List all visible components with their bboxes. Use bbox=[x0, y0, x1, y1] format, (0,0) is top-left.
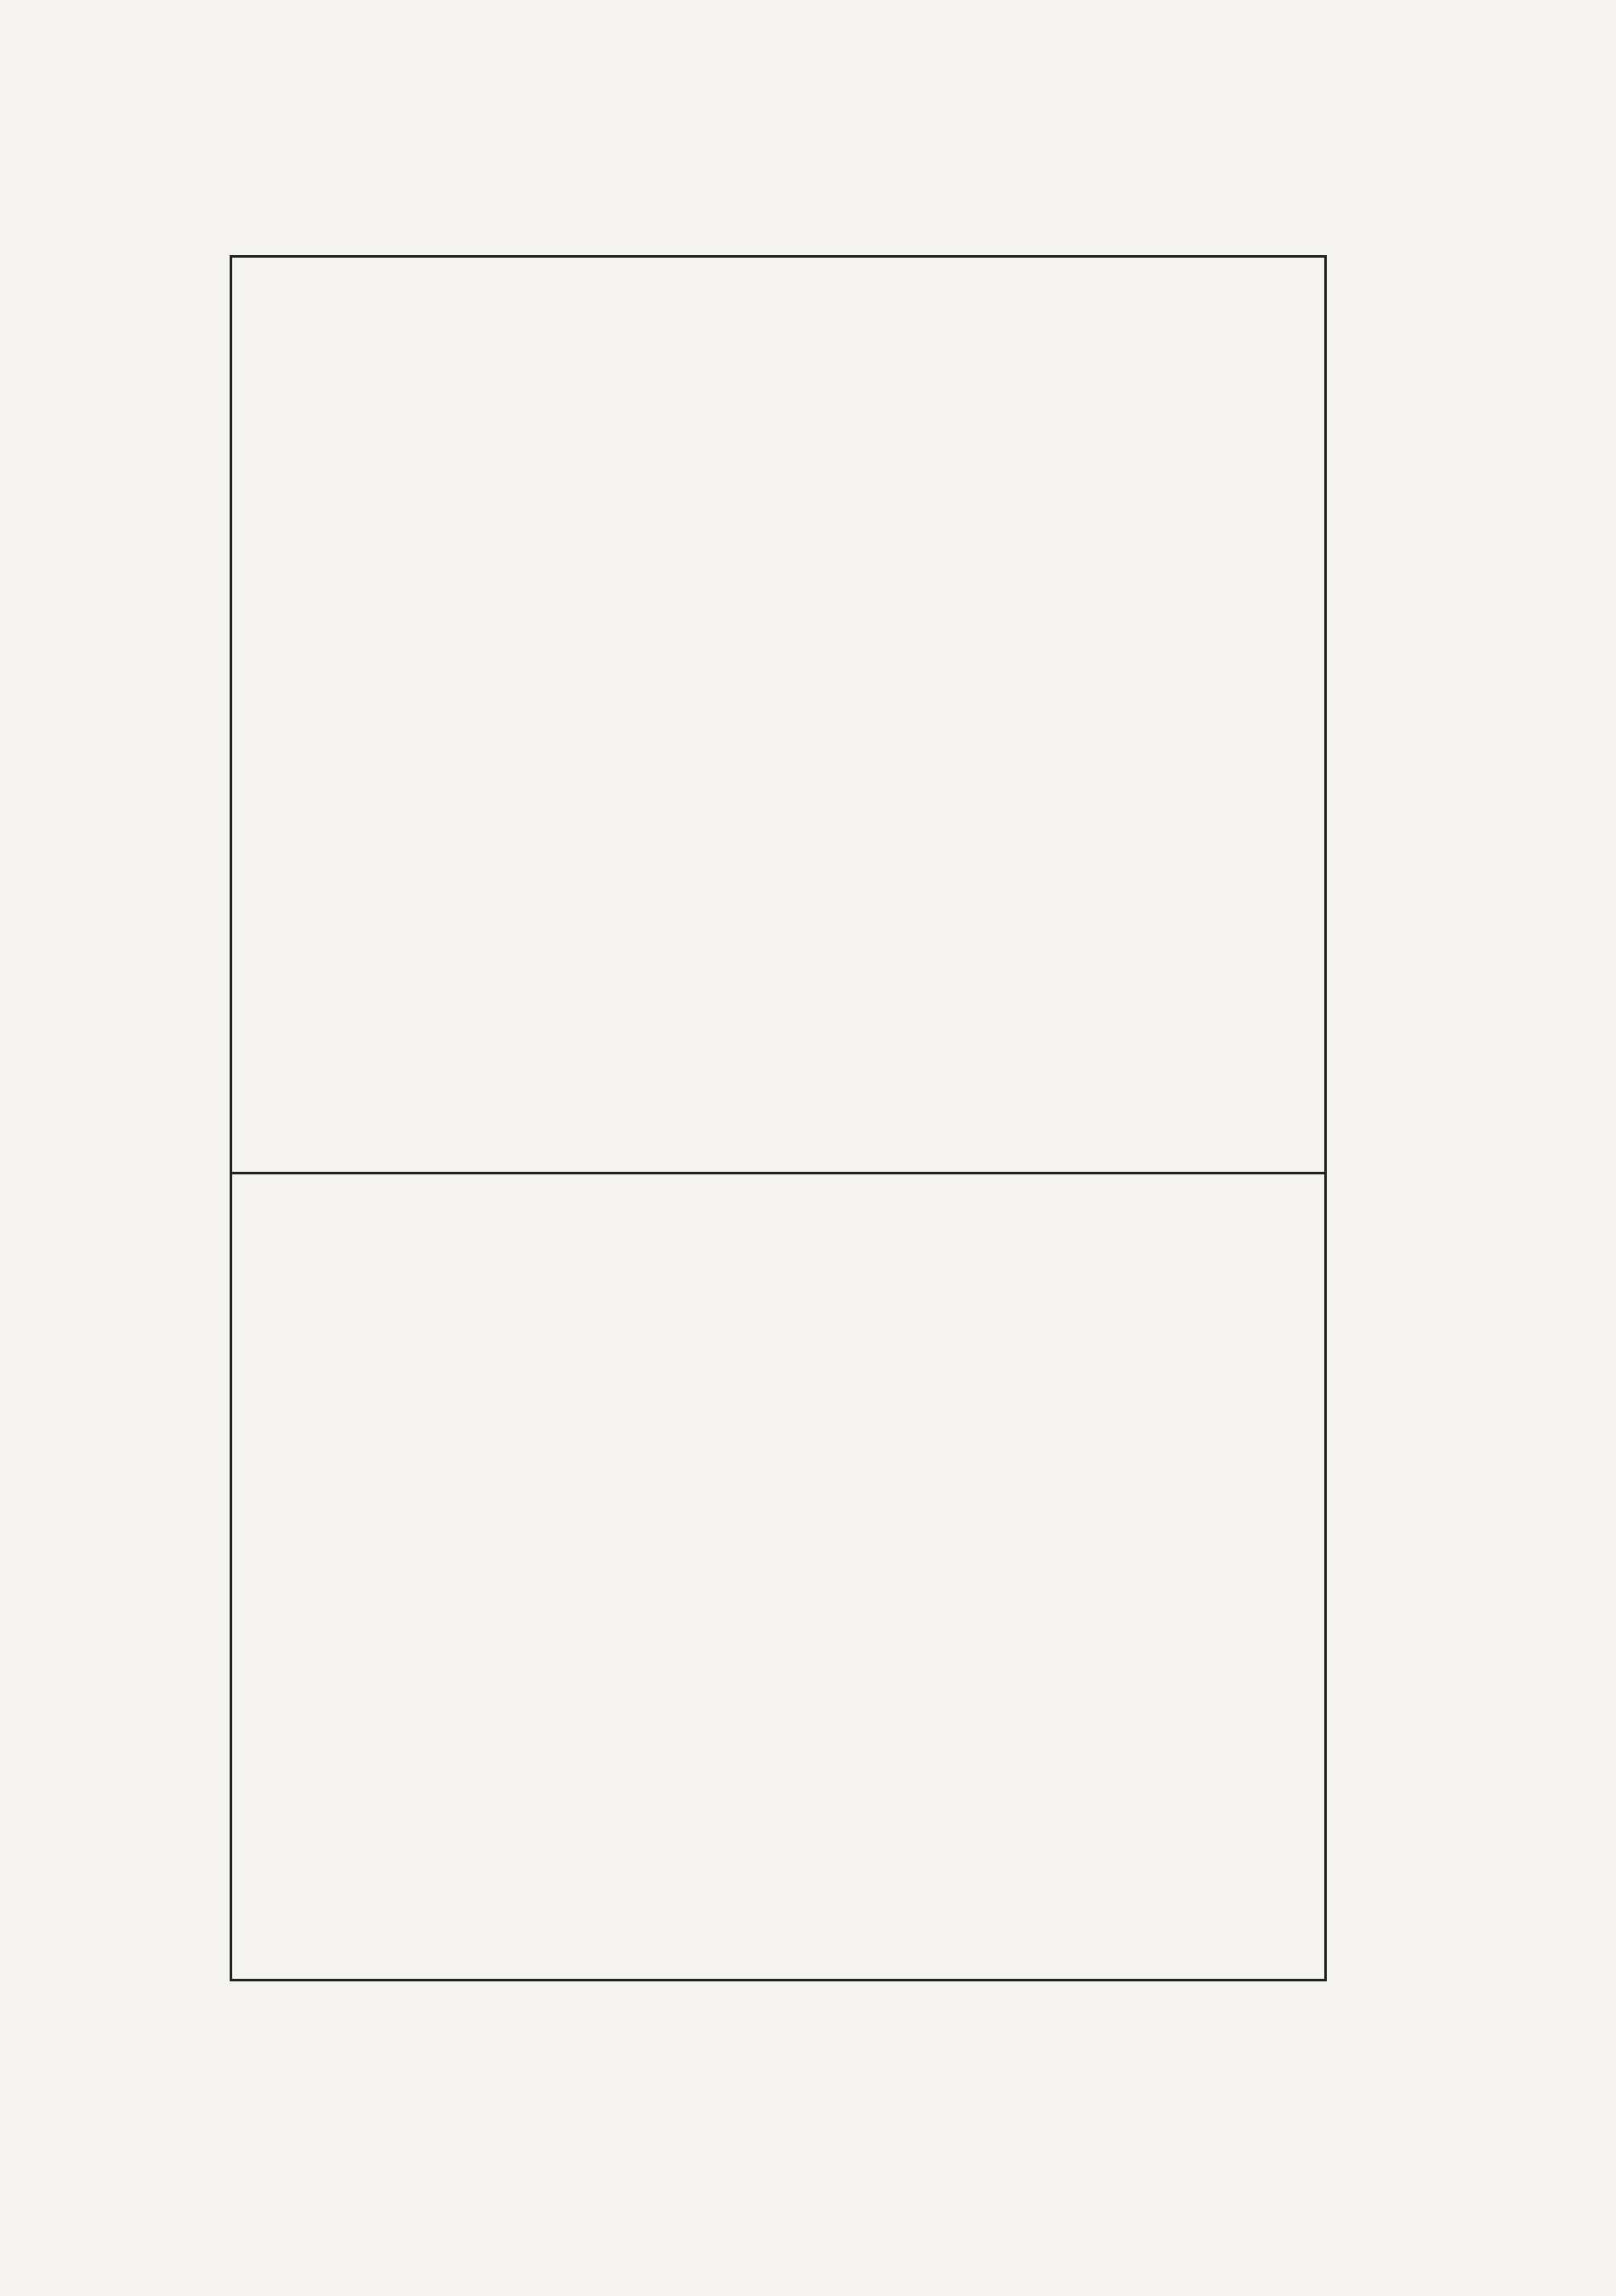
header-grade bbox=[927, 1650, 968, 1718]
frame-divider bbox=[230, 1172, 1327, 1174]
header-route bbox=[927, 1382, 968, 1543]
header-depth bbox=[927, 1718, 968, 1845]
table-header-column bbox=[902, 1191, 995, 1973]
header-remark bbox=[927, 1854, 968, 1973]
waterway-table bbox=[247, 1191, 995, 1973]
running-head bbox=[1344, 476, 1420, 570]
table-title bbox=[1033, 1284, 1067, 1956]
header-distance bbox=[927, 1556, 968, 1650]
header-name bbox=[927, 1191, 968, 1361]
upper-body-text bbox=[238, 272, 1314, 1161]
